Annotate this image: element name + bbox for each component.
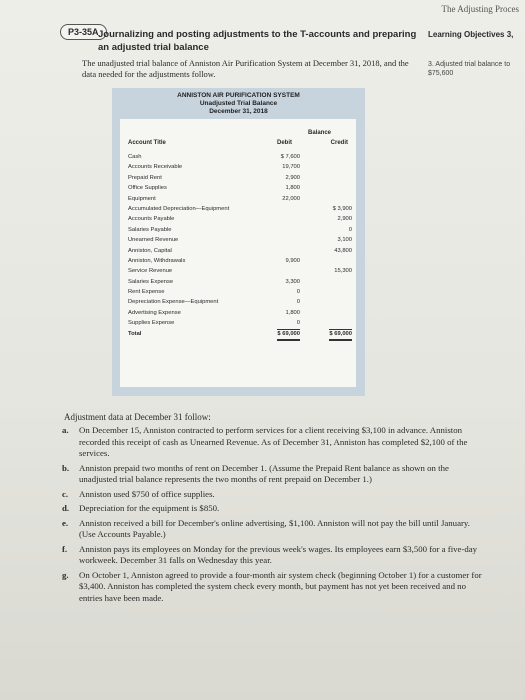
table-row xyxy=(128,152,352,162)
problem-number-badge: P3-35A xyxy=(60,24,107,40)
debit-amount: 1,800 xyxy=(285,309,300,316)
table-row xyxy=(128,297,352,307)
learning-objectives-heading: Learning Objectives 3, xyxy=(428,30,514,39)
table-row xyxy=(128,246,352,256)
account-title: Anniston, Withdrawals xyxy=(128,257,186,264)
trial-balance-rows xyxy=(128,152,352,339)
report-name: Unadjusted Trial Balance xyxy=(199,100,278,107)
debit-header: Debit xyxy=(277,140,292,146)
debit-amount: 0 xyxy=(296,299,300,306)
account-title: Supplies Expense xyxy=(128,320,175,327)
adjustment-label: e. xyxy=(62,517,69,528)
table-row xyxy=(128,318,352,328)
debit-amount: 22,000 xyxy=(282,195,300,202)
debit-amount: 2,900 xyxy=(285,174,300,181)
account-title: Unearned Revenue xyxy=(128,237,179,244)
credit-amount: $ 3,900 xyxy=(332,205,352,212)
credit-amount: 3,100 xyxy=(337,237,352,244)
adjustment-text: Anniston used $750 of office supplies. xyxy=(79,488,215,499)
adjustment-label: d. xyxy=(62,503,70,513)
balance-heading: Balance xyxy=(308,130,332,136)
debit-amount: $ 7,600 xyxy=(280,154,300,160)
report-date: December 31, 2018 xyxy=(209,108,268,115)
account-title: Cash xyxy=(128,154,142,160)
table-row xyxy=(128,308,352,318)
account-title: Advertising Expense xyxy=(128,309,181,316)
account-title: Salaries Payable xyxy=(128,226,172,233)
trial-balance-header xyxy=(112,88,365,116)
adjustment-item xyxy=(62,463,482,486)
adjustment-item xyxy=(62,518,482,541)
adjustment-text: Anniston prepaid two months of rent on December 1. (Assume the Prepaid Rent balance as shown on the unadjusted trial balance represents the two months of rent prepaid on December 1.) xyxy=(79,462,449,484)
account-title: Rent Expense xyxy=(128,289,165,296)
adjustment-label: c. xyxy=(62,488,69,499)
credit-header: Credit xyxy=(330,140,348,146)
debit-amount: 19,700 xyxy=(282,164,300,171)
adjustment-item xyxy=(62,570,482,605)
credit-amount: 2,900 xyxy=(337,216,352,223)
account-title: Prepaid Rent xyxy=(128,174,162,181)
trial-balance-panel xyxy=(112,88,365,396)
debit-amount: 0 xyxy=(296,289,300,296)
table-row xyxy=(128,173,352,183)
account-title: Accounts Receivable xyxy=(128,164,183,171)
adjustment-item xyxy=(62,503,482,515)
table-row xyxy=(128,266,352,276)
credit-amount: $ 69,000 xyxy=(329,329,352,341)
credit-amount: 43,800 xyxy=(334,247,352,254)
total-row xyxy=(128,329,352,339)
account-title-header: Account Title xyxy=(128,140,166,146)
debit-amount: $ 69,000 xyxy=(277,329,300,341)
problem-intro: The unadjusted trial balance of Anniston Air Purification System at December 31, 2018, and the data needed for the adjustments follow. xyxy=(82,58,409,79)
trial-balance-table xyxy=(120,119,356,387)
running-head: The Adjusting Proces xyxy=(441,4,519,14)
adjustment-text: On October 1, Anniston agreed to provide a four-month air system check (beginning October 1) for a customer for $3,400. Anniston has completed the system check every month, but payment has not yet been received and no entries have been made. xyxy=(79,569,482,603)
table-row xyxy=(128,214,352,224)
adjustment-text: Anniston pays its employees on Monday for the previous week's wages. Its employees earn $3,500 for a five-day workweek. December 31 falls on Wednesday this year. xyxy=(79,543,478,565)
debit-amount: 0 xyxy=(296,320,300,327)
problem-title: Journalizing and posting adjustments to the T-accounts and preparing an adjusted trial balance xyxy=(98,29,417,53)
table-row xyxy=(128,256,352,266)
table-row xyxy=(128,277,352,287)
table-row xyxy=(128,235,352,245)
account-title: Depreciation Expense—Equipment xyxy=(128,299,219,306)
account-title: Service Revenue xyxy=(128,268,173,275)
account-title: Office Supplies xyxy=(128,185,167,192)
adjustment-item xyxy=(62,544,482,567)
table-row xyxy=(128,194,352,204)
table-row xyxy=(128,183,352,193)
table-row xyxy=(128,225,352,235)
account-title: Salaries Expense xyxy=(128,278,174,285)
column-headers xyxy=(128,140,352,149)
learning-objective-note: 3. Adjusted trial balance to $75,600 xyxy=(428,61,511,77)
credit-amount: 0 xyxy=(348,226,352,233)
debit-amount: 1,800 xyxy=(285,185,300,192)
adjustments-intro: Adjustment data at December 31 follow: xyxy=(64,412,211,422)
table-row xyxy=(128,162,352,172)
adjustment-label: g. xyxy=(62,569,69,580)
debit-amount: 9,900 xyxy=(285,257,300,264)
adjustment-label: f. xyxy=(62,543,68,554)
adjustment-text: Anniston received a bill for December's online advertising, $1,100. Anniston will not pay the bill until January. (Use Accounts Payable.) xyxy=(79,517,470,539)
account-title: Anniston, Capital xyxy=(128,247,172,254)
credit-amount: 15,300 xyxy=(334,268,352,275)
adjustment-label: b. xyxy=(62,462,70,473)
adjustment-label: a. xyxy=(62,425,69,435)
adjustment-item xyxy=(62,489,482,501)
account-title: Equipment xyxy=(128,195,156,202)
account-title: Accumulated Depreciation—Equipment xyxy=(128,205,230,212)
adjustment-item xyxy=(62,425,482,460)
account-title: Accounts Payable xyxy=(128,216,175,223)
debit-amount: 3,300 xyxy=(285,278,300,285)
account-title: Total xyxy=(128,330,142,337)
adjustments-list xyxy=(62,425,482,607)
adjustment-text: On December 15, Anniston contracted to perform services for a client receiving $3,100 in advance. Anniston recorded this receipt of cash as Unearned Revenue. As of December 31, Anniston has completed $2,100 of the services. xyxy=(79,425,468,458)
table-row xyxy=(128,204,352,214)
company-name: ANNISTON AIR PURIFICATION SYSTEM xyxy=(177,92,300,99)
table-row xyxy=(128,287,352,297)
adjustment-text: Depreciation for the equipment is $850. xyxy=(79,503,220,513)
